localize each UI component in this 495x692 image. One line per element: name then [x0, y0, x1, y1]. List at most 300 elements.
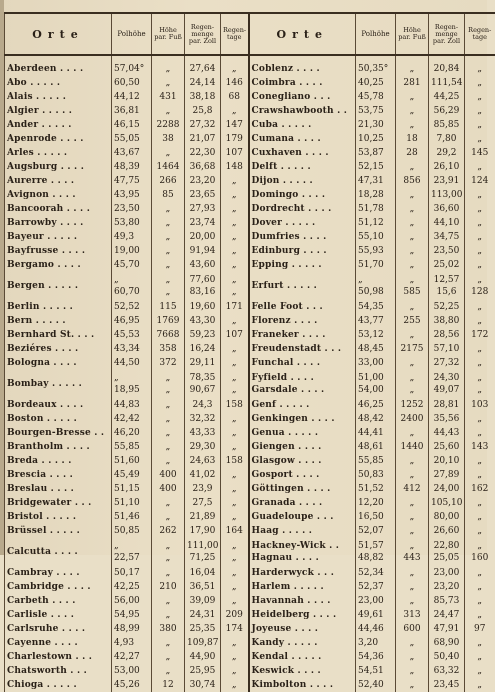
left-height-cell: 85 [152, 188, 185, 202]
left-place-cell: Aberdeen . . . . [5, 62, 112, 76]
left-place-cell: Brüssel . . . . . [5, 524, 112, 538]
left-height-cell: „ [152, 636, 185, 650]
right-rain-cell: 85,73 [429, 594, 465, 608]
left-days-cell: „ „ [221, 272, 249, 300]
right-days-cell: „ [465, 300, 495, 314]
table-row [5, 202, 495, 216]
right-place-cell: Dumfries . . . . [249, 230, 356, 244]
right-days-cell: „ [465, 510, 495, 524]
left-height-cell: „ [152, 454, 185, 468]
right-rain-cell: 26,10 [429, 160, 465, 174]
left-place-cell: Carlsruhe . . . . [5, 622, 112, 636]
right-latitude-cell: 51,12 [356, 216, 396, 230]
left-height-cell: „ [152, 440, 185, 454]
right-latitude-cell: 52,34 [356, 566, 396, 580]
left-rain-cell: 78,35 90,67 [185, 370, 221, 398]
right-latitude-cell: 40,25 [356, 76, 396, 90]
right-rain-cell: 50,40 [429, 650, 465, 664]
left-place-cell: Carlisle . . . . [5, 608, 112, 622]
left-height-cell: 115 [152, 300, 185, 314]
left-rain-cell: 21,07 [185, 132, 221, 146]
table-row [5, 370, 495, 398]
right-days-cell: „ [465, 132, 495, 146]
table-row [5, 510, 495, 524]
left-latitude-cell: 44,12 [112, 90, 152, 104]
left-latitude-cell: 46,15 [112, 118, 152, 132]
right-height-cell: 412 [396, 482, 429, 496]
table-row [5, 314, 495, 328]
right-height-cell: 313 [396, 608, 429, 622]
right-place-cell: Kendal . . . . . [249, 650, 356, 664]
left-latitude-cell: 48,39 [112, 160, 152, 174]
right-rain-cell: 27,89 [429, 468, 465, 482]
right-latitude-cell: 48,42 [356, 412, 396, 426]
right-place-cell: Granada . . . . [249, 496, 356, 510]
right-latitude-cell: 49,61 [356, 608, 396, 622]
left-days-cell: „ [221, 482, 249, 496]
left-rain-cell: 27,64 [185, 62, 221, 76]
left-latitude-cell: 50,17 [112, 566, 152, 580]
table-row [5, 356, 495, 370]
right-place-cell: Hackney-Wick . . Hagnau . . . . [249, 538, 356, 566]
left-rain-cell: 38,18 [185, 90, 221, 104]
table-row [5, 328, 495, 342]
left-days-cell: „ [221, 440, 249, 454]
left-rain-cell: 24,31 [185, 608, 221, 622]
right-latitude-cell: 51,57 48,82 [356, 538, 396, 566]
right-rain-cell: 26,60 [429, 524, 465, 538]
left-place-cell: Arles . . . . . [5, 146, 112, 160]
right-latitude-cell: 55,85 [356, 454, 396, 468]
left-rain-cell: 25,95 [185, 664, 221, 678]
left-place-cell: Barrowby . . . . [5, 216, 112, 230]
left-rain-cell: 36,51 [185, 580, 221, 594]
right-days-cell: „ [465, 188, 495, 202]
left-rain-cell: 43,33 [185, 426, 221, 440]
left-height-cell: 262 [152, 524, 185, 538]
right-latitude-cell: 43,77 [356, 314, 396, 328]
right-place-cell: Harderwyck . . . [249, 566, 356, 580]
right-height-cell: 281 [396, 76, 429, 90]
left-latitude-cell: 19,00 [112, 244, 152, 258]
right-place-cell: Cuba . . . . . [249, 118, 356, 132]
right-days-cell: 103 [465, 398, 495, 412]
table-row [5, 146, 495, 160]
left-rain-cell: 27,93 [185, 202, 221, 216]
left-height-cell: „ [152, 104, 185, 118]
right-latitude-cell: 52,37 [356, 580, 396, 594]
right-rain-cell: 25,60 [429, 440, 465, 454]
left-days-cell: „ [221, 678, 249, 692]
left-rain-cell: 25,35 [185, 622, 221, 636]
right-place-cell: Funchal . . . . [249, 356, 356, 370]
left-days-cell: 164 [221, 524, 249, 538]
right-rain-cell: 35,56 [429, 412, 465, 426]
left-latitude-cell: 42,27 [112, 650, 152, 664]
left-latitude-cell: 4,93 [112, 636, 152, 650]
left-place-cell: Bridgewater . . . [5, 496, 112, 510]
right-rain-cell: 23,45 [429, 678, 465, 692]
right-rain-cell: 23,20 [429, 580, 465, 594]
right-days-cell: „ [465, 216, 495, 230]
table-row [5, 650, 495, 664]
left-days-cell: „ [221, 62, 249, 76]
left-height-cell: 7668 [152, 328, 185, 342]
table-row [5, 272, 495, 300]
right-latitude-cell: 46,25 [356, 398, 396, 412]
left-place-cell: Carbeth . . . . [5, 594, 112, 608]
right-latitude-cell: 50,35° [356, 62, 396, 76]
header-orte-right: Orte [249, 13, 356, 55]
table-row [5, 608, 495, 622]
right-rain-cell: 20,84 [429, 62, 465, 76]
right-height-cell: „ [396, 468, 429, 482]
left-latitude-cell: 51,10 [112, 496, 152, 510]
right-latitude-cell: 44,41 [356, 426, 396, 440]
left-days-cell: 158 [221, 454, 249, 468]
left-place-cell: Chioga . . . . . [5, 678, 112, 692]
left-height-cell: 372 [152, 356, 185, 370]
table-row [5, 118, 495, 132]
right-rain-cell: 20,10 [429, 454, 465, 468]
left-height-cell: 400 [152, 482, 185, 496]
left-height-cell: 431 [152, 90, 185, 104]
left-latitude-cell: 52,52 [112, 300, 152, 314]
right-height-cell: 255 [396, 314, 429, 328]
right-height-cell: „ [396, 664, 429, 678]
table-row [5, 342, 495, 356]
left-place-cell: Apenrode . . . . [5, 132, 112, 146]
right-height-cell: „ [396, 188, 429, 202]
right-rain-cell: 23,50 [429, 244, 465, 258]
right-height-cell: „ [396, 650, 429, 664]
left-height-cell: „ [152, 412, 185, 426]
left-latitude-cell: 47,75 [112, 174, 152, 188]
right-rain-cell: 24,00 [429, 482, 465, 496]
right-days-cell: „ [465, 342, 495, 356]
table-row [5, 594, 495, 608]
left-height-cell: „ „ [152, 370, 185, 398]
table-row [5, 244, 495, 258]
right-height-cell: „ [396, 678, 429, 692]
right-place-cell: Gosport . . . . [249, 468, 356, 482]
left-rain-cell: 24,14 [185, 76, 221, 90]
left-latitude-cell: 54,95 [112, 608, 152, 622]
right-days-cell: 124 [465, 174, 495, 188]
right-place-cell: Coimbra . . . . [249, 76, 356, 90]
left-rain-cell: 32,32 [185, 412, 221, 426]
left-latitude-cell: 44,50 [112, 356, 152, 370]
right-rain-cell: 7,80 [429, 132, 465, 146]
table-row [5, 566, 495, 580]
right-place-cell: Delft . . . . . [249, 160, 356, 174]
left-place-cell: Calcutta . . . . [5, 538, 112, 566]
right-place-cell: Dordrecht . . . . [249, 202, 356, 216]
left-place-cell: Cambridge . . . . [5, 580, 112, 594]
left-height-cell: „ [152, 664, 185, 678]
right-height-cell: „ [396, 202, 429, 216]
left-days-cell: 147 [221, 118, 249, 132]
table-row [5, 104, 495, 118]
left-days-cell: 158 [221, 398, 249, 412]
left-latitude-cell: 51,60 [112, 454, 152, 468]
right-height-cell: 18 [396, 132, 429, 146]
left-place-cell: Bombay . . . . . [5, 370, 112, 398]
right-place-cell: Edinburg . . . . [249, 244, 356, 258]
right-place-cell: Harlem . . . . . [249, 580, 356, 594]
right-rain-cell: 28,56 [429, 328, 465, 342]
left-latitude-cell: 57,04° [112, 62, 152, 76]
left-days-cell: „ [221, 496, 249, 510]
left-rain-cell: 21,89 [185, 510, 221, 524]
right-latitude-cell: 52,07 [356, 524, 396, 538]
left-days-cell: „ [221, 104, 249, 118]
left-latitude-cell: „ 60,70 [112, 272, 152, 300]
right-days-cell: „ [465, 650, 495, 664]
table-row [5, 496, 495, 510]
left-days-cell: „ [221, 412, 249, 426]
left-place-cell: Bern . . . . . [5, 314, 112, 328]
table-row [5, 90, 495, 104]
right-place-cell: Coblenz . . . . [249, 62, 356, 76]
table-row [5, 636, 495, 650]
right-rain-cell: 23,91 [429, 174, 465, 188]
right-days-cell: 162 [465, 482, 495, 496]
left-days-cell: „ [221, 230, 249, 244]
table-row [5, 482, 495, 496]
left-days-cell: „ [221, 244, 249, 258]
right-rain-cell: 44,10 [429, 216, 465, 230]
left-height-cell: „ [152, 230, 185, 244]
left-rain-cell: 23,20 [185, 174, 221, 188]
left-rain-cell: 19,60 [185, 300, 221, 314]
left-height-cell: 380 [152, 622, 185, 636]
left-height-cell: „ [152, 62, 185, 76]
left-place-cell: Chatsworth . . . [5, 664, 112, 678]
right-place-cell: Crawshawbooth . . [249, 104, 356, 118]
left-days-cell: „ „ [221, 370, 249, 398]
left-rain-cell: 27,5 [185, 496, 221, 510]
left-place-cell: Bayeur . . . . . [5, 230, 112, 244]
table-row [5, 160, 495, 174]
right-height-cell: „ [396, 104, 429, 118]
right-rain-cell: 23,00 [429, 566, 465, 580]
table-row [5, 664, 495, 678]
right-rain-cell: 44,25 [429, 90, 465, 104]
left-days-cell: 107 [221, 328, 249, 342]
table-row [5, 230, 495, 244]
right-rain-cell: 105,10 [429, 496, 465, 510]
table-row [5, 398, 495, 412]
right-rain-cell: 113,00 [429, 188, 465, 202]
left-days-cell: „ [221, 468, 249, 482]
right-days-cell: „ [465, 468, 495, 482]
right-height-cell: 28 [396, 146, 429, 160]
right-days-cell: „ [465, 244, 495, 258]
right-height-cell: „ [396, 454, 429, 468]
left-height-cell: 2288 [152, 118, 185, 132]
left-days-cell: „ [221, 314, 249, 328]
right-height-cell: „ [396, 216, 429, 230]
right-height-cell: „ 443 [396, 538, 429, 566]
right-days-cell: „ [465, 454, 495, 468]
left-rain-cell: 30,74 [185, 678, 221, 692]
left-days-cell: „ [221, 664, 249, 678]
left-rain-cell: 59,23 [185, 328, 221, 342]
left-days-cell: 209 [221, 608, 249, 622]
right-height-cell: „ [396, 636, 429, 650]
left-days-cell: „ [221, 342, 249, 356]
right-height-cell: 2400 [396, 412, 429, 426]
left-days-cell: „ [221, 216, 249, 230]
header-polhoehe-right: Polhöhe [356, 13, 396, 55]
left-days-cell: „ [221, 356, 249, 370]
left-latitude-cell: 53,80 [112, 216, 152, 230]
right-rain-cell: 57,10 [429, 342, 465, 356]
right-latitude-cell: 54,36 [356, 650, 396, 664]
left-days-cell: „ [221, 594, 249, 608]
left-place-cell: Breda . . . . . [5, 454, 112, 468]
left-latitude-cell: 45,49 [112, 468, 152, 482]
left-height-cell: „ [152, 426, 185, 440]
left-rain-cell: 29,11 [185, 356, 221, 370]
left-place-cell: Brescia . . . . [5, 468, 112, 482]
left-latitude-cell: „ 22,57 [112, 538, 152, 566]
right-latitude-cell: 33,00 [356, 356, 396, 370]
table-row [5, 580, 495, 594]
right-days-cell: „ [465, 62, 495, 76]
left-place-cell: Boston . . . . . [5, 412, 112, 426]
left-height-cell: „ „ [152, 538, 185, 566]
right-days-cell: „ [465, 118, 495, 132]
right-days-cell: 143 [465, 440, 495, 454]
left-latitude-cell: 45,53 [112, 328, 152, 342]
header-orte-left: Orte [5, 13, 112, 55]
table-row [5, 76, 495, 90]
right-latitude-cell: 55,10 [356, 230, 396, 244]
left-place-cell: Bancoorah . . . . [5, 202, 112, 216]
left-latitude-cell: 48,99 [112, 622, 152, 636]
header-hoehe-right: Höhe par. Fuß [396, 13, 429, 55]
header-regentage-left: Regen-tage [221, 13, 249, 55]
right-latitude-cell: 23,00 [356, 594, 396, 608]
right-latitude-cell: 16,50 [356, 510, 396, 524]
right-latitude-cell: 47,31 [356, 174, 396, 188]
right-height-cell: „ [396, 160, 429, 174]
right-height-cell: „ [396, 426, 429, 440]
left-days-cell: 68 [221, 90, 249, 104]
left-place-cell: Beziéres . . . . [5, 342, 112, 356]
right-latitude-cell: 12,20 [356, 496, 396, 510]
left-height-cell: „ [152, 510, 185, 524]
right-rain-cell: 47,91 [429, 622, 465, 636]
right-rain-cell: 68,90 [429, 636, 465, 650]
right-height-cell: „ [396, 524, 429, 538]
header-regenmenge-left: Regen-menge par. Zoll [185, 13, 221, 55]
table-row [5, 300, 495, 314]
table-row [5, 258, 495, 272]
left-latitude-cell: 46,20 [112, 426, 152, 440]
right-place-cell: Genua . . . . . [249, 426, 356, 440]
left-latitude-cell: 45,70 [112, 258, 152, 272]
right-latitude-cell: 53,75 [356, 104, 396, 118]
right-days-cell: „ 160 [465, 538, 495, 566]
right-place-cell: Cumana . . . . [249, 132, 356, 146]
left-height-cell: „ [152, 244, 185, 258]
right-days-cell: „ [465, 160, 495, 174]
left-place-cell: Aurerre . . . . [5, 174, 112, 188]
left-rain-cell: 111,00 71,25 [185, 538, 221, 566]
right-height-cell: „ [396, 594, 429, 608]
right-height-cell: „ [396, 300, 429, 314]
table-row [5, 524, 495, 538]
left-latitude-cell: „ 18,95 [112, 370, 152, 398]
right-rain-cell: 52,25 [429, 300, 465, 314]
right-height-cell: „ [396, 580, 429, 594]
left-rain-cell: 22,30 [185, 146, 221, 160]
right-height-cell: „ 585 [396, 272, 429, 300]
right-latitude-cell: 55,93 [356, 244, 396, 258]
right-latitude-cell: 51,52 [356, 482, 396, 496]
right-days-cell: „ [465, 76, 495, 90]
left-latitude-cell: 43,67 [112, 146, 152, 160]
right-days-cell: „ [465, 608, 495, 622]
right-height-cell: „ [396, 496, 429, 510]
left-height-cell: „ „ [152, 272, 185, 300]
right-place-cell: Florenz . . . . [249, 314, 356, 328]
left-days-cell: „ [221, 580, 249, 594]
right-height-cell: 1252 [396, 398, 429, 412]
left-height-cell: „ [152, 146, 185, 160]
right-place-cell: Genf . . . . . [249, 398, 356, 412]
left-height-cell: 266 [152, 174, 185, 188]
right-place-cell: Dover . . . . . [249, 216, 356, 230]
left-place-cell: Bernhard St. . . . [5, 328, 112, 342]
left-place-cell: Cayenne . . . . [5, 636, 112, 650]
left-rain-cell: 91,94 [185, 244, 221, 258]
left-latitude-cell: 53,00 [112, 664, 152, 678]
right-latitude-cell: 51,70 [356, 258, 396, 272]
right-latitude-cell: 18,28 [356, 188, 396, 202]
left-rain-cell: 44,90 [185, 650, 221, 664]
right-place-cell: Göttingen . . . . [249, 482, 356, 496]
right-rain-cell: 24,47 [429, 608, 465, 622]
left-rain-cell: 20,00 [185, 230, 221, 244]
left-rain-cell: 41,02 [185, 468, 221, 482]
left-height-cell: „ [152, 76, 185, 90]
left-latitude-cell: 46,95 [112, 314, 152, 328]
right-place-cell: Haag . . . . . [249, 524, 356, 538]
right-rain-cell: 63,32 [429, 664, 465, 678]
right-rain-cell: 36,60 [429, 202, 465, 216]
table-row [5, 174, 495, 188]
right-height-cell: „ [396, 118, 429, 132]
left-place-cell: Bayfrusse . . . . [5, 244, 112, 258]
left-latitude-cell: 45,26 [112, 678, 152, 692]
left-rain-cell: 77,60 83,16 [185, 272, 221, 300]
left-rain-cell: 43,60 [185, 258, 221, 272]
left-rain-cell: 29,30 [185, 440, 221, 454]
left-place-cell: Brantholm . . . . [5, 440, 112, 454]
right-days-cell: „ [465, 594, 495, 608]
right-rain-cell: 80,00 [429, 510, 465, 524]
left-rain-cell: 39,09 [185, 594, 221, 608]
left-latitude-cell: 51,15 [112, 482, 152, 496]
right-rain-cell: 44,43 [429, 426, 465, 440]
header-polhoehe-left: Polhöhe [112, 13, 152, 55]
left-latitude-cell: 55,05 [112, 132, 152, 146]
right-latitude-cell: 48,45 [356, 342, 396, 356]
